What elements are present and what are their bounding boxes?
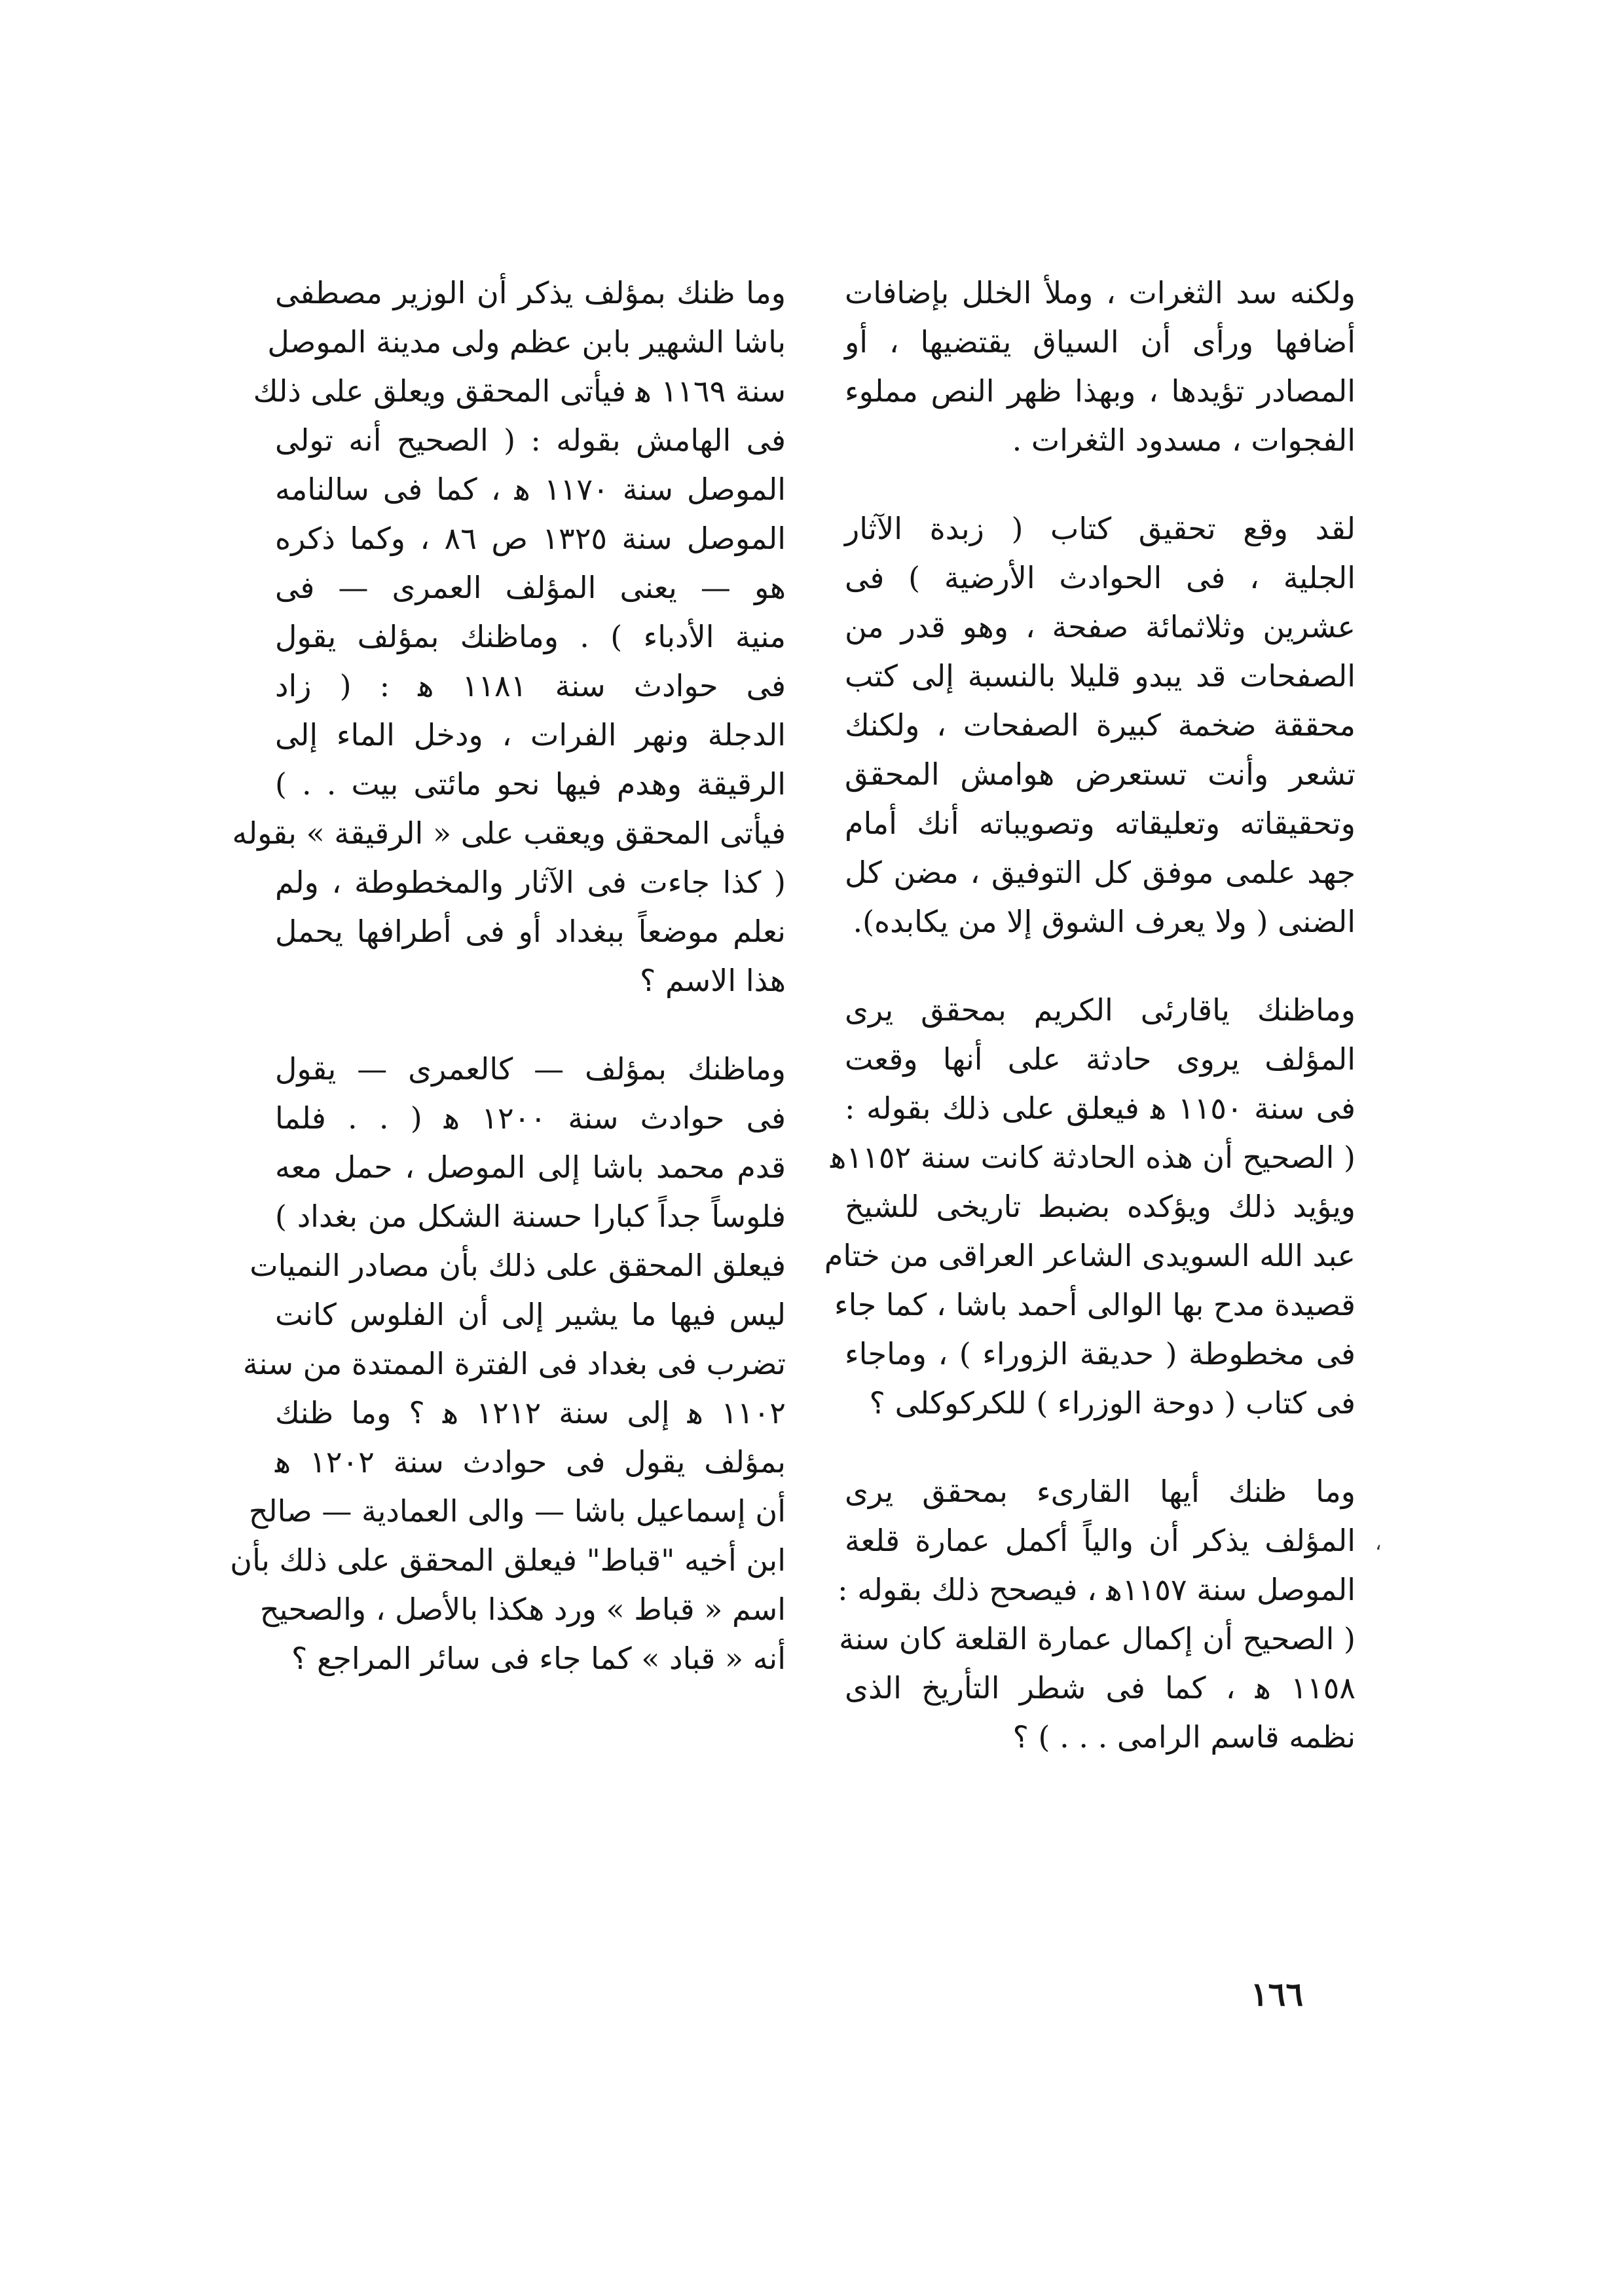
- text-line: قدم محمد باشا إلى الموصل ، حمل معه: [275, 1149, 786, 1185]
- text-line: وتحقيقاته وتعليقاته وتصويباته أنك أمام: [845, 806, 1356, 841]
- text-line: وما ظنك أيها القارىء بمحقق يرى: [845, 1474, 1356, 1509]
- text-line: المؤلف يروى حادثة على أنها وقعت: [845, 1041, 1356, 1077]
- text-line: وماظنك بمؤلف — كالعمرى — يقول: [275, 1051, 786, 1087]
- text-line: فى كتاب ( دوحة الوزراء ) للكركوكلى ؟: [869, 1385, 1356, 1421]
- text-line: فيأتى المحقق ويعقب على « الرقيقة » بقوله: [232, 815, 786, 851]
- text-line: الفجوات ، مسدود الثغرات .: [1012, 422, 1356, 458]
- text-line: ١١٥٨ ﻫ ، كما فى شطر التأريخ الذى: [845, 1670, 1356, 1706]
- text-line: الموصل سنة ١١٥٧ﻫ ، فيصحح ذلك بقوله :: [838, 1572, 1356, 1607]
- text-line: ولكنه سد الثغرات ، وملأ الخلل بإضافات: [845, 275, 1356, 310]
- text-line: نعلم موضعاً ببغداد أو فى أطرافها يحمل: [275, 914, 786, 949]
- text-line: أنه « قباد » كما جاء فى سائر المراجع ؟: [291, 1641, 786, 1676]
- text-line: الرقيقة وهدم فيها نحو مائتى بيت . . ): [275, 766, 786, 802]
- text-line: الصفحات قد يبدو قليلا بالنسبة إلى كتب: [845, 658, 1356, 694]
- text-line: الدجلة ونهر الفرات ، ودخل الماء إلى: [275, 717, 786, 753]
- text-line: فى حوادث سنة ١١٨١ ﻫ : ( زاد: [275, 668, 786, 703]
- paragraph: [232, 269, 786, 1005]
- text-line: بمؤلف يقول فى حوادث سنة ١٢٠٢ ﻫ: [275, 1444, 786, 1480]
- text-line: المؤلف يذكر أن والياً أكمل عمارة قلعة: [845, 1523, 1356, 1558]
- text-line: ١١٠٢ ﻫ إلى سنة ١٢١٢ ﻫ ؟ وما ظنك: [275, 1395, 786, 1430]
- text-line: وما ظنك بمؤلف يذكر أن الوزير مصطفى: [275, 275, 786, 310]
- paragraph: [845, 269, 1356, 465]
- text-line: ( كذا جاءت فى الآثار والمخطوطة ، ولم: [275, 865, 786, 900]
- text-line: منية الأدباء ) . وماظنك بمؤلف يقول: [275, 619, 786, 654]
- text-line: فى سنة ١١٥٠ ﻫ فيعلق على ذلك بقوله :: [845, 1091, 1356, 1126]
- text-line: تشعر وأنت تستعرض هوامش المحقق: [845, 756, 1356, 792]
- text-line: فى حوادث سنة ١٢٠٠ ﻫ ( . . فلما: [275, 1100, 786, 1136]
- text-line: محققة ضخمة كبيرة الصفحات ، ولكنك: [845, 707, 1356, 743]
- margin-mark: ،: [1375, 1532, 1382, 1555]
- text-line: فى مخطوطة ( حديقة الزوراء ) ، وماجاء: [845, 1336, 1356, 1371]
- text-line: ابن أخيه "قباط" فيعلق المحقق على ذلك بأن: [230, 1542, 786, 1578]
- text-line: لقد وقع تحقيق كتاب ( زبدة الآثار: [845, 511, 1356, 546]
- text-line: اسم « قباط » ورد هكذا بالأصل ، والصحيح: [259, 1592, 786, 1627]
- text-line: فى الهامش بقوله : ( الصحيح أنه تولى: [275, 422, 786, 458]
- text-line: ليس فيها ما يشير إلى أن الفلوس كانت: [275, 1297, 786, 1332]
- left-column: [230, 269, 786, 1723]
- text-line: ( الصحيح أن إكمال عمارة القلعة كان سنة: [839, 1621, 1356, 1656]
- text-line: عبد الله السويدى الشاعر العراقى من ختام: [824, 1238, 1356, 1273]
- text-line: فلوساً جداً كبارا حسنة الشكل من بغداد ): [275, 1199, 786, 1234]
- text-line: جهد علمى موفق كل التوفيق ، مضن كل: [845, 855, 1356, 890]
- text-line: فيعلق المحقق على ذلك بأن مصادر النميات: [249, 1248, 786, 1283]
- text-line: ( الصحيح أن هذه الحادثة كانت سنة ١١٥٢ﻫ: [830, 1140, 1356, 1175]
- paragraph: [824, 986, 1356, 1428]
- page-number: ١٦٦: [1250, 1975, 1304, 2013]
- paragraph: [845, 504, 1356, 946]
- text-line: المصادر تؤيدها ، وبهذا ظهر النص مملوء: [845, 373, 1356, 409]
- paragraph: [230, 1045, 786, 1683]
- text-line: عشرين وثلاثمائة صفحة ، وهو قدر من: [845, 609, 1356, 644]
- text-line: هو — يعنى المؤلف العمرى — فى: [275, 570, 786, 605]
- text-line: وماظنك ياقارئى الكريم بمحقق يرى: [845, 992, 1356, 1028]
- text-line: أضافها ورأى أن السياق يقتضيها ، أو: [845, 324, 1356, 360]
- text-line: هذا الاسم ؟: [639, 963, 786, 998]
- text-line: تضرب فى بغداد فى الفترة الممتدة من سنة: [242, 1346, 786, 1381]
- text-line: الضنى ( ولا يعرف الشوق إلا من يكابده).: [853, 904, 1356, 939]
- text-line: ويؤيد ذلك ويؤكده بضبط تاريخى للشيخ: [845, 1189, 1356, 1224]
- text-line: سنة ١١٦٩ ﻫ فيأتى المحقق ويعلق على ذلك: [253, 373, 786, 409]
- right-column: [824, 269, 1356, 1801]
- text-line: باشا الشهير بابن عظم ولى مدينة الموصل: [267, 324, 786, 360]
- text-line: الجلية ، فى الحوادث الأرضية ) فى: [845, 560, 1356, 595]
- text-line: قصيدة مدح بها الوالى أحمد باشا ، كما جاء: [834, 1287, 1356, 1322]
- text-line: الموصل سنة ١١٧٠ ﻫ ، كما فى سالنامه: [275, 472, 786, 507]
- text-line: نظمه قاسم الرامى . . . ) ؟: [1012, 1719, 1356, 1755]
- text-line: الموصل سنة ١٣٢٥ ص ٨٦ ، وكما ذكره: [275, 521, 786, 556]
- paragraph: [838, 1467, 1356, 1762]
- text-line: أن إسماعيل باشا — والى العمادية — صالح: [248, 1493, 786, 1529]
